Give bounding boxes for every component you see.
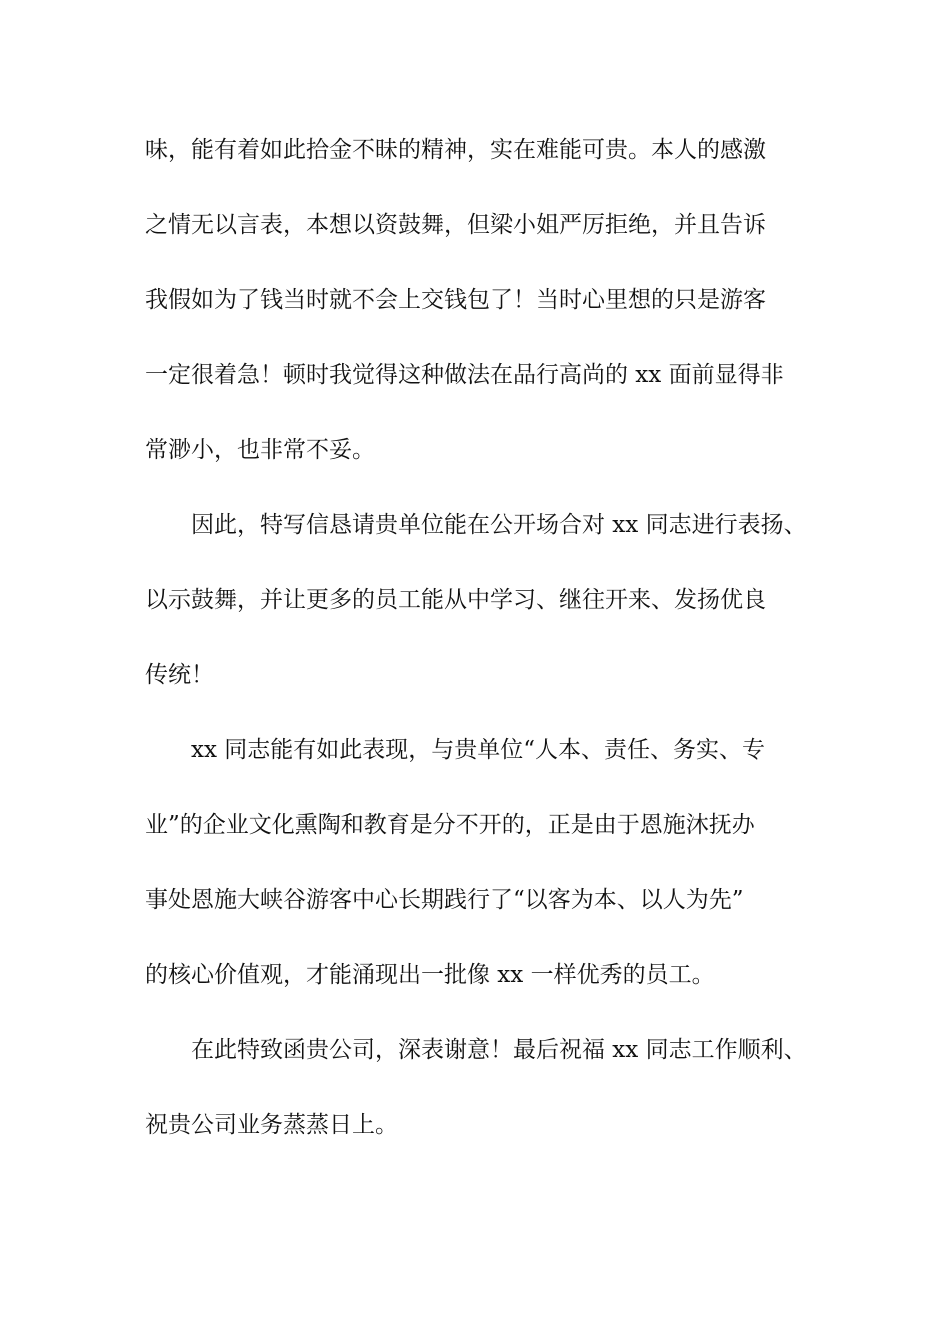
text-line: 的核心价值观，才能涌现出一批像 xx 一样优秀的员工。: [145, 962, 715, 988]
text-line: 一定很着急！顿时我觉得这种做法在品行高尚的 xx 面前显得非: [145, 362, 784, 388]
text-line: 以示鼓舞，并让更多的员工能从中学习、继往开来、发扬优良: [145, 587, 766, 613]
text-line: 之情无以言表，本想以资鼓舞，但梁小姐严厉拒绝，并且告诉: [145, 212, 766, 238]
paragraph-start-line: 在此特致函贵公司，深表谢意！最后祝福 xx 同志工作顺利、: [191, 1037, 807, 1063]
paragraph-start-line: xx 同志能有如此表现，与贵单位“人本、责任、务实、专: [191, 737, 766, 763]
text-line: 事处恩施大峡谷游客中心长期践行了“以客为本、以人为先”: [145, 887, 744, 913]
text-line: 传统！: [145, 662, 214, 688]
paragraph-start-line: 因此，特写信恳请贵单位能在公开场合对 xx 同志进行表扬、: [191, 512, 807, 538]
text-line: 祝贵公司业务蒸蒸日上。: [145, 1112, 398, 1138]
text-line: 味，能有着如此拾金不昧的精神，实在难能可贵。本人的感激: [145, 137, 766, 163]
text-line: 业”的企业文化熏陶和教育是分不开的，正是由于恩施沐抚办: [145, 812, 755, 838]
text-line: 我假如为了钱当时就不会上交钱包了！当时心里想的只是游客: [145, 287, 766, 313]
letter-body: [145, 132, 835, 1182]
text-line: 常渺小，也非常不妥。: [145, 437, 375, 463]
